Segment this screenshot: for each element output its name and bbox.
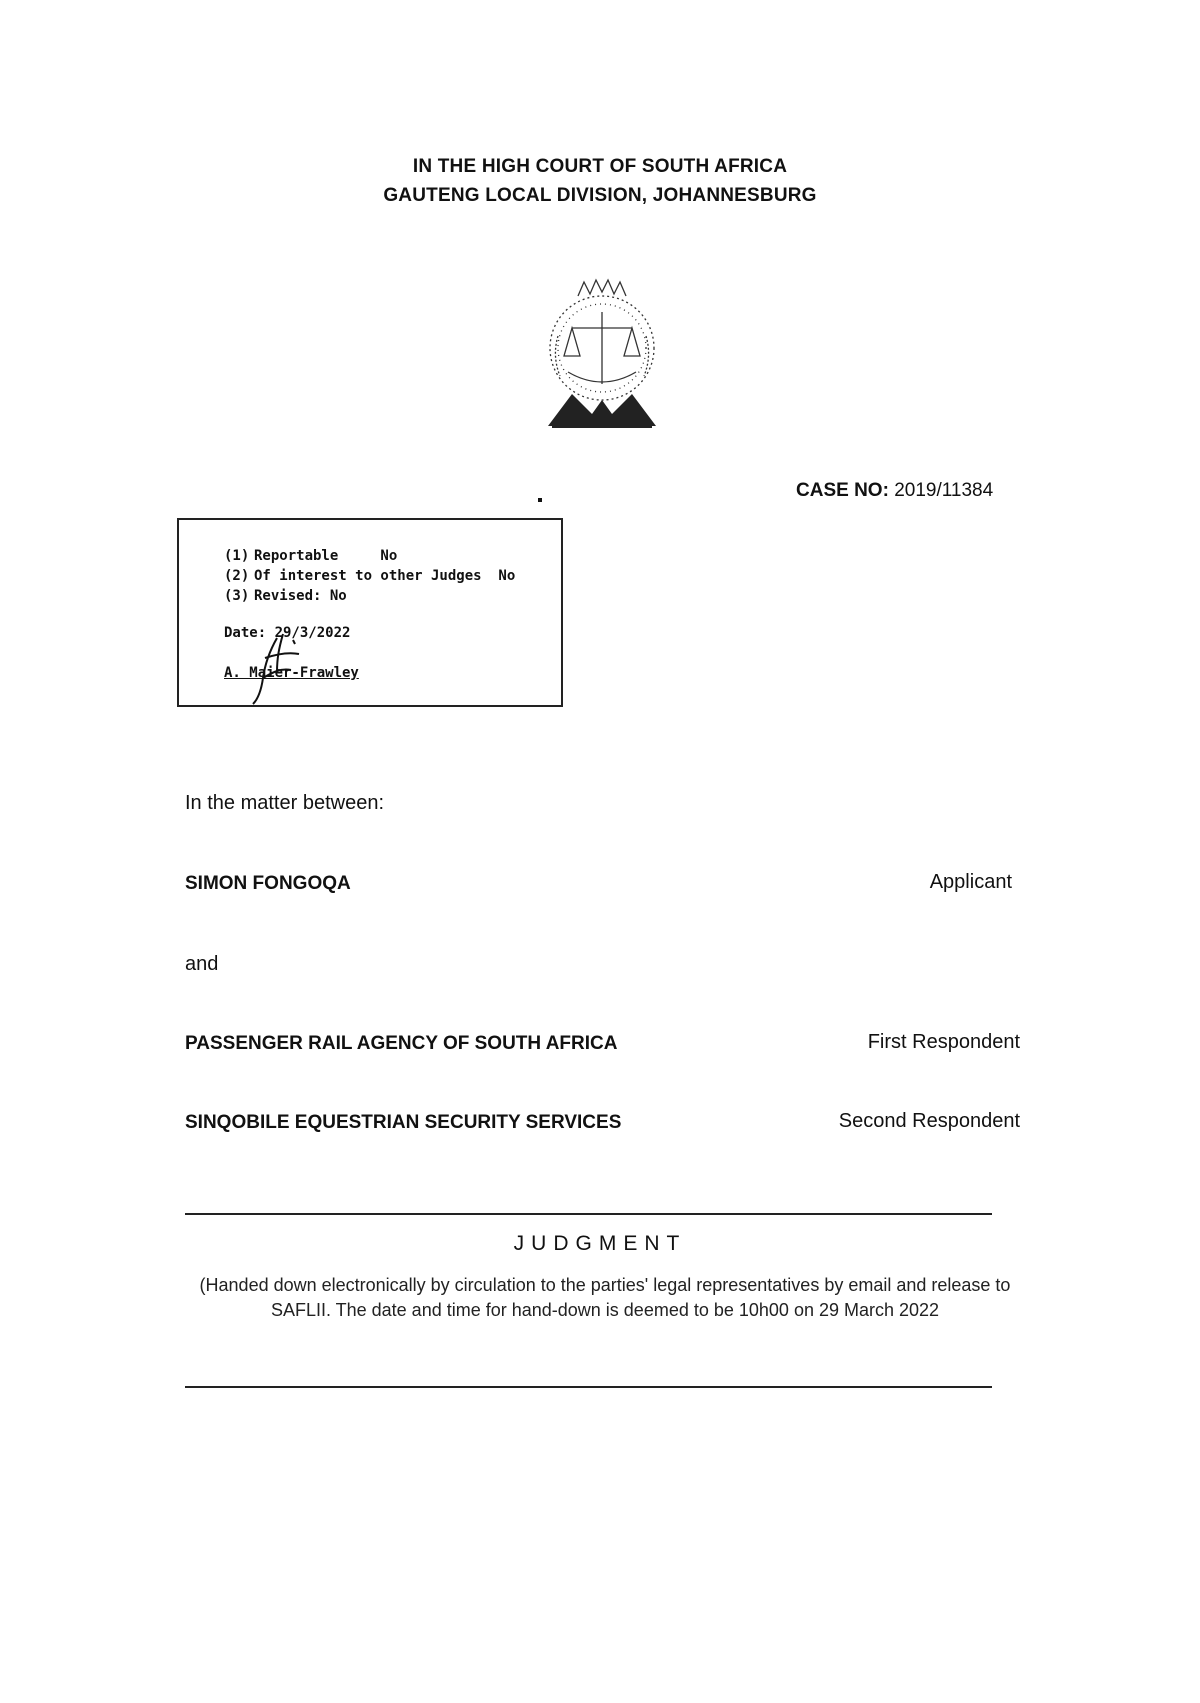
case-number: [796, 480, 993, 502]
reportability-stamp: [177, 518, 563, 707]
stamp-item-text: Revised: No: [254, 588, 347, 604]
stamp-date: Date: 29/3/2022: [224, 625, 351, 641]
second-respondent-name: SINQOBILE EQUESTRIAN SECURITY SERVICES: [185, 1112, 622, 1133]
first-respondent-name: PASSENGER RAIL AGENCY OF SOUTH AFRICA: [185, 1033, 618, 1054]
matter-intro: In the matter between:: [185, 792, 385, 814]
court-crest-icon: [538, 276, 666, 432]
stray-mark: [538, 498, 542, 502]
stamp-item-text: Of interest to other Judges No: [254, 568, 516, 584]
stamp-item-revised: [224, 588, 347, 604]
applicant-name: SIMON FONGOQA: [185, 873, 351, 894]
stamp-item-interest: [224, 568, 515, 584]
stamp-item-text: Reportable No: [254, 548, 398, 564]
handed-down-note: (Handed down electronically by circulation to the parties' legal representatives by email and release to SAFLII. The date and time for hand-down is deemed to be 10h00 on 29 March 2022: [199, 1275, 1011, 1320]
judgment-heading: JUDGMENT: [513, 1232, 687, 1255]
second-respondent-role: Second Respondent: [838, 1110, 1020, 1132]
stamp-signatory: A. Maier-Frawley: [224, 665, 359, 681]
court-division: GAUTENG LOCAL DIVISION, JOHANNESBURG: [383, 185, 817, 206]
stamp-item-number: (2): [224, 568, 250, 584]
stamp-item-number: (3): [224, 588, 250, 604]
stamp-item-reportable: [224, 548, 397, 564]
applicant-role: Applicant: [929, 871, 1012, 893]
stamp-item-number: (1): [224, 548, 250, 564]
divider-top: [185, 1213, 992, 1215]
first-respondent-role: First Respondent: [867, 1031, 1020, 1053]
divider-bottom: [185, 1386, 992, 1388]
signature-icon: [247, 628, 317, 706]
case-number-value: 2019/11384: [894, 480, 994, 501]
conjunction: and: [185, 953, 219, 975]
court-name: IN THE HIGH COURT OF SOUTH AFRICA: [412, 156, 788, 177]
case-number-label: CASE NO:: [796, 480, 889, 501]
